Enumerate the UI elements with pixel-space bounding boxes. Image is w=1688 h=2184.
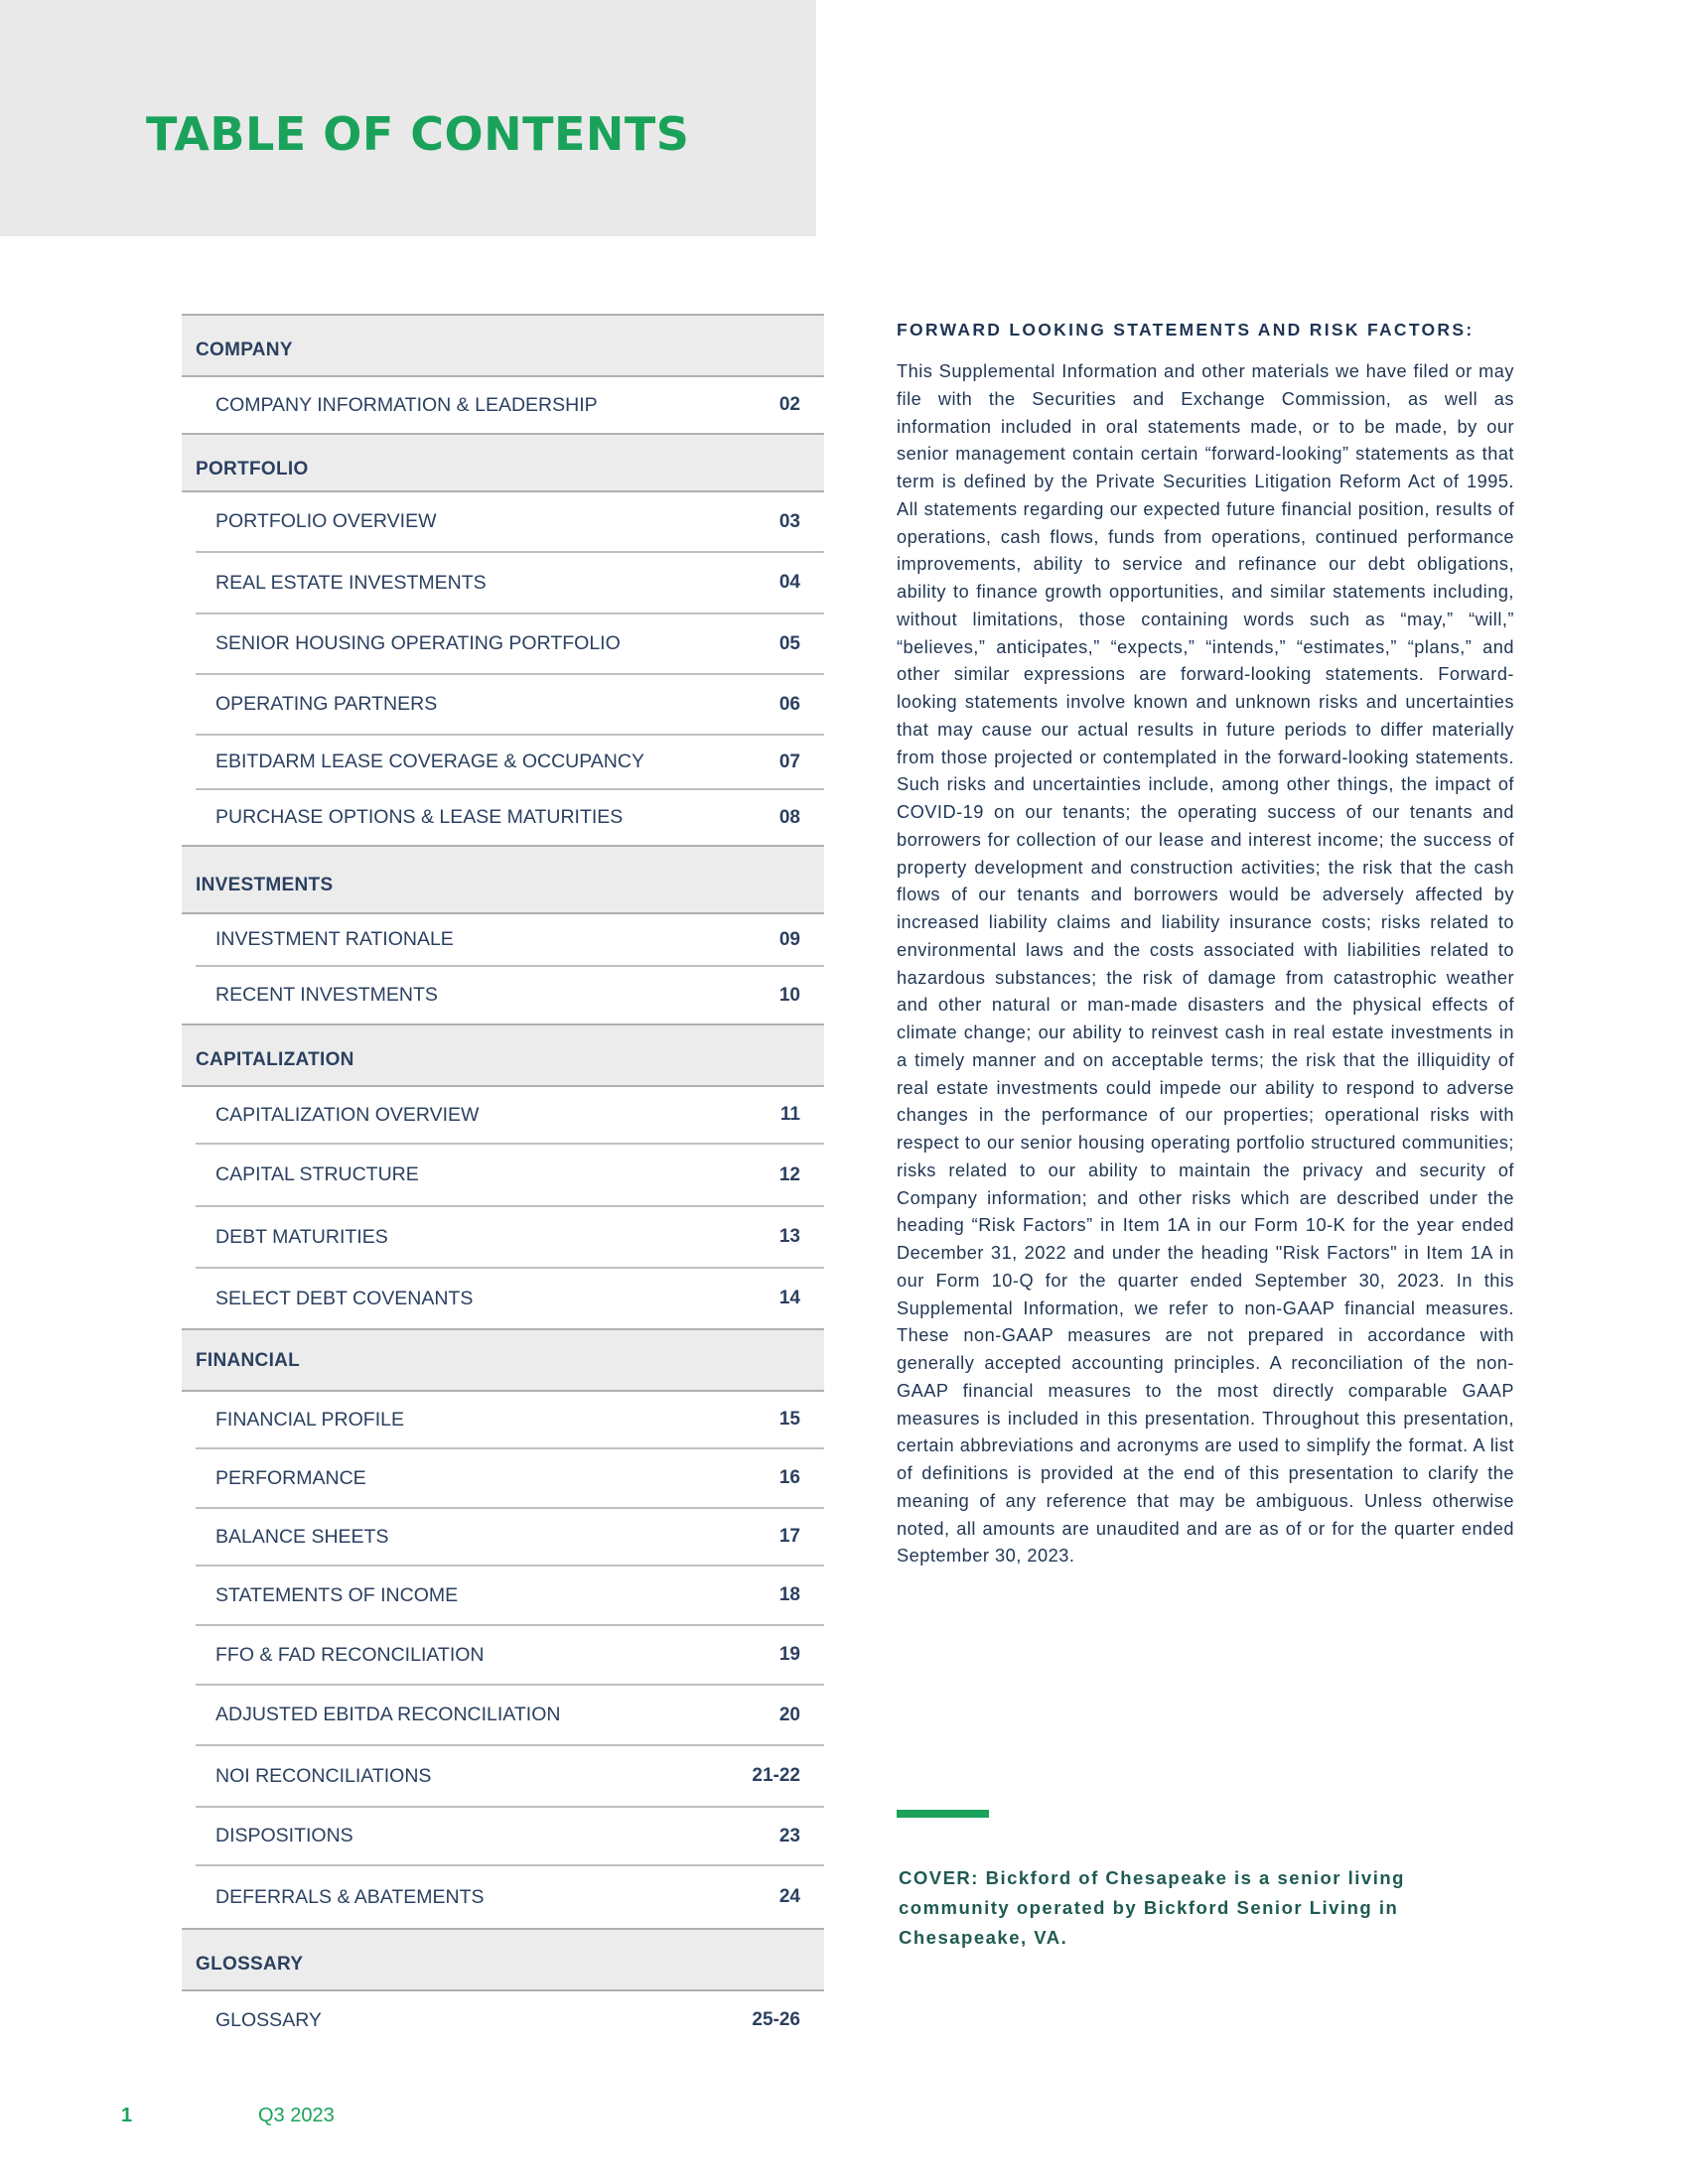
section-header-portfolio: PORTFOLIO bbox=[182, 433, 824, 492]
toc-item-page: 08 bbox=[778, 806, 800, 828]
toc-item-label: BALANCE SHEETS bbox=[215, 1525, 389, 1548]
section-header-company: COMPANY bbox=[182, 316, 824, 377]
toc-item-page: 17 bbox=[778, 1526, 800, 1547]
toc-item-adjusted-ebitda-reconciliation[interactable] bbox=[196, 1686, 824, 1746]
forward-looking-heading: FORWARD LOOKING STATEMENTS AND RISK FACTORS: bbox=[897, 320, 1475, 340]
toc-item-label: PURCHASE OPTIONS & LEASE MATURITIES bbox=[215, 806, 624, 828]
section-header-glossary: GLOSSARY bbox=[182, 1928, 824, 1991]
toc-item-ebitdarm-lease-coverage[interactable] bbox=[196, 736, 824, 790]
toc-item-real-estate-investments[interactable] bbox=[196, 553, 824, 614]
toc-item-financial-profile[interactable] bbox=[196, 1392, 824, 1449]
toc-item-page: 10 bbox=[778, 984, 800, 1006]
toc-item-page: 16 bbox=[778, 1467, 800, 1488]
toc-item-label: CAPITAL STRUCTURE bbox=[215, 1163, 419, 1185]
toc-item-page: 05 bbox=[778, 632, 800, 654]
toc-item-operating-partners[interactable] bbox=[196, 675, 824, 736]
toc-item-label: INVESTMENT RATIONALE bbox=[215, 928, 454, 950]
toc-item-label: FFO & FAD RECONCILIATION bbox=[215, 1643, 485, 1666]
accent-divider bbox=[897, 1810, 989, 1818]
toc-item-label: OPERATING PARTNERS bbox=[215, 693, 438, 715]
toc-item-label: FINANCIAL PROFILE bbox=[215, 1408, 404, 1431]
toc-item-page: 06 bbox=[778, 693, 800, 715]
toc-item-page: 12 bbox=[778, 1163, 800, 1185]
toc-item-page: 23 bbox=[778, 1825, 800, 1846]
toc-item-investment-rationale[interactable] bbox=[196, 914, 824, 967]
toc-item-label: SELECT DEBT COVENANTS bbox=[215, 1287, 474, 1309]
toc-item-capitalization-overview[interactable] bbox=[196, 1087, 824, 1145]
cover-caption: COVER: Bickford of Chesapeake is a senior living community operated by Bickford Senior Living in Chesapeake, VA. bbox=[899, 1867, 1405, 1948]
toc-item-label: PORTFOLIO OVERVIEW bbox=[215, 510, 437, 532]
toc-item-label: STATEMENTS OF INCOME bbox=[215, 1583, 459, 1606]
toc-item-company-information[interactable] bbox=[196, 377, 824, 433]
page-title: TABLE OF CONTENTS bbox=[146, 107, 690, 161]
footer-page-number: 1 bbox=[121, 2105, 133, 2126]
toc-item-balance-sheets[interactable] bbox=[196, 1509, 824, 1567]
forward-looking-body: This Supplemental Information and other materials we have filed or may file with the Securities and Exchange Commission, as well as information included in oral statements made, or to be made, by our senior management contain certain “forward-looking” statements as that term is defined by the Private Securities Litigation Reform Act of 1995. All statements regarding our expected future financial position, results of operations, cash flows, funds from operations, continued performance improvements, ability to service and refinance our debt obligations, ability to finance growth opportunities, and similar statements including, without limitations, those containing words such as “may,” “will,” “believes,” anticipates,” “expects,” “intends,” “estimates,” “plans,” and other similar expressions are forward-looking statements. Forward-looking statements involve known and unknown risks and uncertainties that may cause our actual results in future periods to differ materially from those projected or contemplated in the forward-looking statements. Such risks and uncertainties include, among other things, the impact of COVID-19 on our tenants; the operating success of our tenants and borrowers for collection of our lease and interest income; the success of property development and construction activities; the risk that the cash flows of our tenants and borrowers would be adversely affected by increased liability claims and liability insurance costs; risks related to environmental laws and the costs associated with liabilities related to hazardous substances; the risk of damage from catastrophic weather and other natural or man-made disasters and the physical effects of climate change; our ability to reinvest cash in real estate investments in a timely manner and on acceptable terms; the risk that the illiquidity of real estate investments could impede our ability to respond to adverse changes in the performance of our properties; operational risks with respect to our senior housing operating portfolio structured communities; risks related to our ability to maintain the privacy and security of Company information; and other risks which are described under the heading “Risk Factors” in Item 1A in our Form 10-K for the year ended December 31, 2022 and under the heading "Risk Factors" in Item 1A in our Form 10-Q for the quarter ended September 30, 2023. In this Supplemental Information, we refer to non-GAAP financial measures. These non-GAAP measures are not prepared in accordance with generally accepted accounting principles. A reconciliation of the non-GAAP financial measures to the most directly comparable GAAP measures is included in this presentation. Throughout this presentation, certain abbreviations and acronyms are used to simplify the format. A list of definitions is provided at the end of this presentation to clarify the meaning of any reference that may be ambiguous. Unless otherwise noted, all amounts are unaudited and are as of or for the quarter ended September 30, 2023. bbox=[897, 361, 1514, 1567]
toc-item-label: NOI RECONCILIATIONS bbox=[215, 1764, 432, 1787]
toc-item-page: 20 bbox=[778, 1704, 800, 1725]
toc-item-label: COMPANY INFORMATION & LEADERSHIP bbox=[215, 393, 598, 416]
toc-item-page: 24 bbox=[778, 1886, 800, 1907]
toc-item-label: EBITDARM LEASE COVERAGE & OCCUPANCY bbox=[215, 751, 644, 772]
toc-item-page: 21-22 bbox=[752, 1765, 800, 1786]
toc-item-label: PERFORMANCE bbox=[215, 1466, 366, 1489]
toc-item-ffo-fad-reconciliation[interactable] bbox=[196, 1626, 824, 1686]
toc-item-label: REAL ESTATE INVESTMENTS bbox=[215, 571, 487, 594]
toc-item-label: DISPOSITIONS bbox=[215, 1825, 353, 1846]
section-header-capitalization: CAPITALIZATION bbox=[182, 1024, 824, 1087]
toc-item-page: 04 bbox=[778, 572, 800, 593]
toc-item-debt-maturities[interactable] bbox=[196, 1207, 824, 1269]
toc-item-page: 02 bbox=[778, 394, 800, 415]
toc-item-label: CAPITALIZATION OVERVIEW bbox=[215, 1103, 480, 1126]
toc-item-senior-housing-operating-portfolio[interactable] bbox=[196, 614, 824, 675]
toc-item-glossary[interactable] bbox=[196, 1991, 824, 2049]
toc-item-performance[interactable] bbox=[196, 1449, 824, 1509]
toc-item-page: 11 bbox=[779, 1104, 800, 1125]
toc-item-dispositions[interactable] bbox=[196, 1808, 824, 1866]
toc-item-select-debt-covenants[interactable] bbox=[196, 1269, 824, 1328]
toc-item-page: 03 bbox=[778, 510, 800, 532]
toc-item-deferrals-abatements[interactable] bbox=[196, 1866, 824, 1928]
toc-item-portfolio-overview[interactable] bbox=[196, 492, 824, 553]
toc-item-recent-investments[interactable] bbox=[196, 967, 824, 1024]
toc-item-label: ADJUSTED EBITDA RECONCILIATION bbox=[215, 1704, 561, 1725]
toc-item-capital-structure[interactable] bbox=[196, 1145, 824, 1207]
toc-item-page: 13 bbox=[778, 1226, 800, 1247]
toc-item-page: 15 bbox=[778, 1409, 800, 1430]
toc-item-label: GLOSSARY bbox=[215, 2008, 322, 2031]
footer-quarter: Q3 2023 bbox=[258, 2105, 335, 2126]
toc-item-page: 18 bbox=[778, 1584, 800, 1605]
toc-item-label: RECENT INVESTMENTS bbox=[215, 984, 438, 1006]
toc-item-label: SENIOR HOUSING OPERATING PORTFOLIO bbox=[215, 632, 621, 654]
toc-item-noi-reconciliations[interactable] bbox=[196, 1746, 824, 1808]
toc-item-page: 25-26 bbox=[752, 2009, 800, 2030]
toc-item-label: DEBT MATURITIES bbox=[215, 1225, 388, 1248]
toc-item-statements-of-income[interactable] bbox=[196, 1567, 824, 1626]
toc-item-page: 07 bbox=[778, 751, 800, 772]
forward-looking-statements bbox=[897, 320, 1514, 1570]
toc-item-page: 14 bbox=[778, 1288, 800, 1308]
section-header-financial: FINANCIAL bbox=[182, 1328, 824, 1392]
toc-item-purchase-options[interactable] bbox=[196, 790, 824, 845]
toc-item-page: 19 bbox=[778, 1644, 800, 1665]
toc-item-label: DEFERRALS & ABATEMENTS bbox=[215, 1885, 485, 1908]
toc-item-page: 09 bbox=[778, 928, 800, 950]
table-of-contents bbox=[182, 314, 824, 2049]
section-header-investments: INVESTMENTS bbox=[182, 845, 824, 914]
title-block bbox=[0, 0, 816, 236]
